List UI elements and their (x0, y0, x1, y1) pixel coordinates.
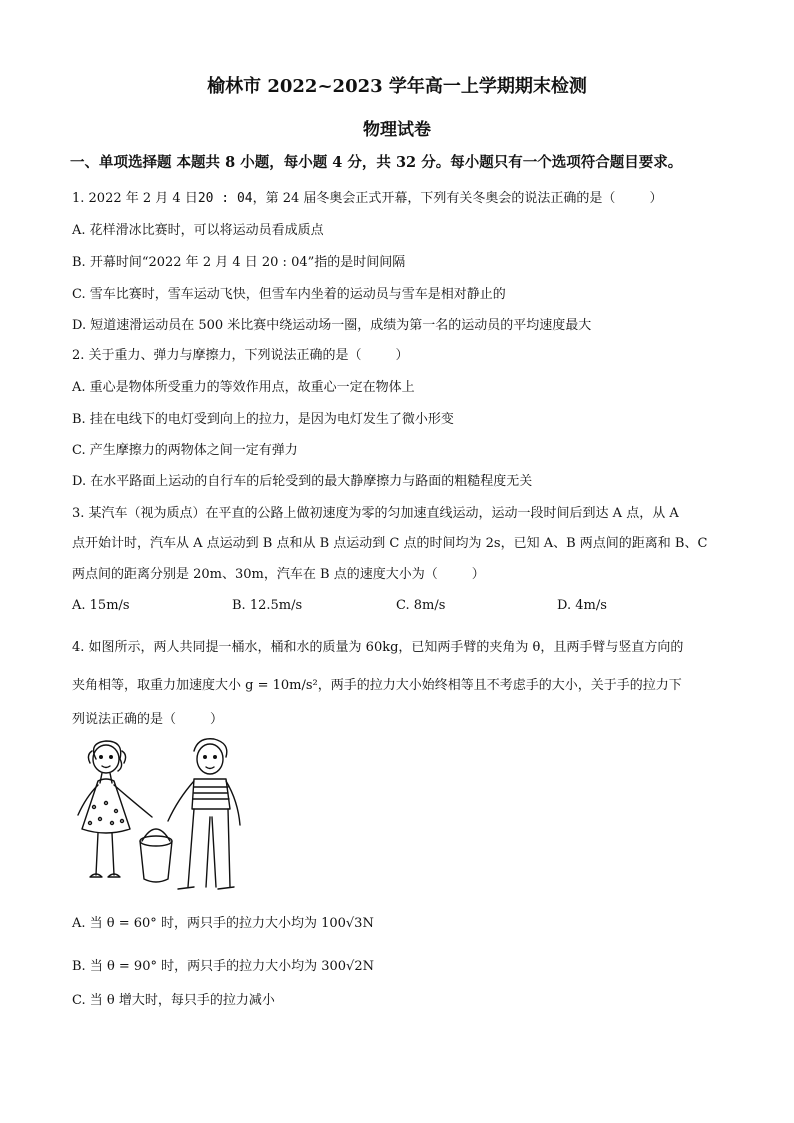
question-4-stem-line1: 4. 如图所示，两人共同提一桶水，桶和水的质量为 60kg，已知两手臂的夹角为 θ，且两手臂与竖直方向的 (72, 640, 684, 655)
question-1-option-a[interactable]: A. 花样滑冰比赛时，可以将运动员看成质点 (72, 223, 324, 238)
question-3-stem-line3: 两点间的距离分别是 20m、30m，汽车在 B 点的速度大小为（ ） (72, 567, 485, 582)
question-2-option-d[interactable]: D. 在水平路面上运动的自行车的后轮受到的最大静摩擦力与路面的粗糙程度无关 (72, 474, 533, 489)
section-heading: 一、单项选择题 本题共 8 小题，每小题 4 分，共 32 分。每小题只有一个选项符合题目要求。 (70, 154, 683, 171)
question-2-option-b[interactable]: B. 挂在电线下的电灯受到向上的拉力，是因为电灯发生了微小形变 (72, 412, 454, 427)
boy-figure (168, 739, 240, 889)
question-2-option-c[interactable]: C. 产生摩擦力的两物体之间一定有弹力 (72, 443, 298, 458)
exam-title: 榆林市 2022~2023 学年高一上学期期末检测 (207, 76, 587, 97)
question-2-stem: 2. 关于重力、弹力与摩擦力，下列说法正确的是（ ） (72, 348, 409, 363)
question-1-time: 20 : 04 (197, 191, 253, 206)
question-3-stem-line1: 3. 某汽车（视为质点）在平直的公路上做初速度为零的匀加速直线运动，运动一段时间后到达 A 点，从 A (72, 506, 679, 521)
question-4-option-a[interactable]: A. 当 θ = 60° 时，两只手的拉力大小均为 100√3N (72, 916, 374, 931)
question-1-option-b[interactable]: B. 开幕时间“2022 年 2 月 4 日 20 : 04”指的是时间间隔 (72, 255, 406, 270)
two-children-bucket-illustration (70, 737, 242, 897)
question-4-stem-line3: 列说法正确的是（ ） (72, 712, 224, 727)
question-4-option-c[interactable]: C. 当 θ 增大时，每只手的拉力减小 (72, 993, 275, 1008)
question-1-option-d[interactable]: D. 短道速滑运动员在 500 米比赛中绕运动场一圈，成绩为第一名的运动员的平均速度最大 (72, 318, 592, 333)
question-3-option-d[interactable]: D. 4m/s (557, 598, 607, 613)
question-4-option-b[interactable]: B. 当 θ = 90° 时，两只手的拉力大小均为 300√2N (72, 959, 374, 974)
question-3-option-a[interactable]: A. 15m/s (72, 598, 130, 613)
question-3-option-c[interactable]: C. 8m/s (396, 598, 446, 613)
question-3-stem-line2: 点开始计时，汽车从 A 点运动到 B 点和从 B 点运动到 C 点的时间均为 2s，已知 A、B 两点间的距离和 B、C (72, 536, 708, 551)
exam-subtitle: 物理试卷 (363, 120, 431, 140)
question-2-option-a[interactable]: A. 重心是物体所受重力的等效作用点，故重心一定在物体上 (72, 380, 415, 395)
question-1-stem: 1. 2022 年 2 月 4 日20 : 04，第 24 届冬奥会正式开幕，下列有关冬奥会的说法正确的是（ ） (72, 191, 663, 206)
question-3-option-b[interactable]: B. 12.5m/s (232, 598, 303, 613)
question-4-stem-line2: 夹角相等，取重力加速度大小 g = 10m/s²，两手的拉力大小始终相等且不考虑手的大小，关于手的拉力下 (72, 678, 682, 693)
girl-figure (78, 741, 152, 877)
bucket (140, 829, 172, 882)
question-1-option-c[interactable]: C. 雪车比赛时，雪车运动飞快，但雪车内坐着的运动员与雪车是相对静止的 (72, 287, 506, 302)
